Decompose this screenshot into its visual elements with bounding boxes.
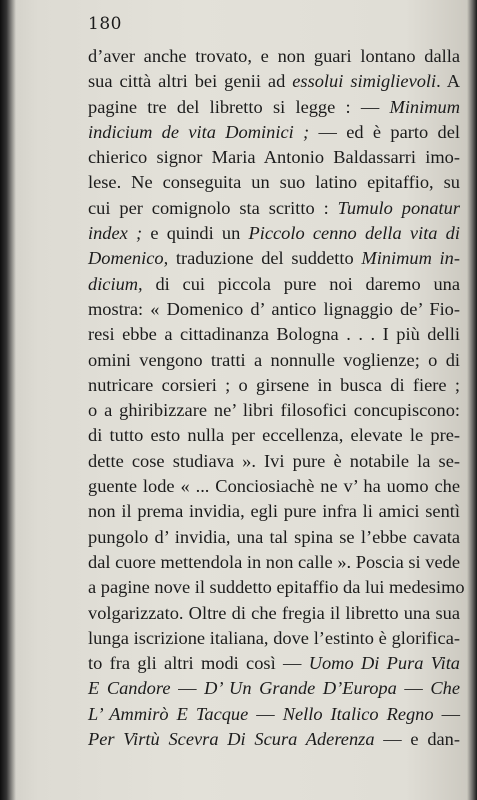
text-segment: . A xyxy=(436,71,461,92)
text-segment: d’aver anche trovato, e non guari lontano dalla xyxy=(88,46,460,66)
italic-text: Uomo Di Pura Vita xyxy=(308,653,461,674)
text-line xyxy=(88,44,460,69)
italic-text: Per Virtù Scevra Di Scura Aderenza xyxy=(88,729,375,750)
text-line xyxy=(88,348,460,373)
page-number: 180 xyxy=(88,14,122,34)
text-line xyxy=(88,221,460,246)
text-segment: dal cuore mettendola in non calle ». Poscia si vede xyxy=(88,551,460,572)
text-line xyxy=(88,69,460,94)
text-segment: cui per comignolo sta scritto : xyxy=(88,197,338,218)
text-segment: — xyxy=(396,678,431,699)
text-line xyxy=(88,702,460,727)
text-line xyxy=(88,651,460,676)
text-segment: di cui piccola pure noi daremo una xyxy=(142,273,460,294)
text-line xyxy=(88,95,460,120)
text-line xyxy=(88,474,460,499)
text-segment: — xyxy=(433,703,460,724)
text-segment: traduzione del suddetto xyxy=(168,248,362,269)
italic-text: L’ Ammirò E Tacque xyxy=(88,703,249,724)
italic-text: Nello Italico Regno xyxy=(282,703,434,724)
text-segment: sua città altri bei genii ad xyxy=(88,71,293,92)
text-segment: lese. Ne conseguita un suo latino epitaffio, su xyxy=(88,172,460,193)
text-segment: dette cose studiava ». Ivi pure è notabile la se- xyxy=(88,450,460,471)
text-segment: non il prema invidia, egli pure infra li amici sentì xyxy=(88,501,460,522)
text-segment: — ed è parto del xyxy=(309,121,460,142)
italic-text: index ; xyxy=(88,223,143,244)
text-segment: o a ghiribizzare ne’ libri filosofici concupiscono: xyxy=(88,400,460,421)
italic-text: dicium, xyxy=(88,273,143,294)
text-segment: volgarizzato. Oltre di che fregia il libretto una sua xyxy=(88,602,460,623)
text-line xyxy=(88,525,460,550)
text-line xyxy=(88,246,460,271)
italic-text: indicium de vita Dominici ; xyxy=(88,121,310,142)
text-line xyxy=(88,196,460,221)
italic-text: Tumulo ponatur xyxy=(337,197,460,218)
text-line xyxy=(88,499,460,524)
text-line xyxy=(88,449,460,474)
italic-text: Che xyxy=(430,678,460,699)
text-line xyxy=(88,145,460,170)
italic-text: Minimum in- xyxy=(361,248,460,269)
text-segment: nutricare corsieri ; o girsene in busca di fiere ; xyxy=(88,374,460,395)
text-line xyxy=(88,120,460,145)
italic-text: Piccolo cenno della vita di xyxy=(248,223,460,244)
text-segment: e quindi un xyxy=(142,223,249,244)
text-line xyxy=(88,676,460,701)
text-line xyxy=(88,373,460,398)
text-line xyxy=(88,170,460,195)
text-line xyxy=(88,550,460,575)
text-segment: lunga iscrizione italiana, dove l’estinto è glorifica- xyxy=(88,627,460,648)
italic-text: E Candore xyxy=(88,678,171,699)
text-segment: pagine tre del libretto si legge : — xyxy=(88,96,390,117)
text-segment: pungolo d’ invidia, una tal spina se l’ebbe cavata xyxy=(88,526,460,547)
text-line xyxy=(88,727,460,752)
text-line xyxy=(88,626,460,651)
text-line xyxy=(88,297,460,322)
text-line xyxy=(88,272,460,297)
italic-text: essolui simiglievoli xyxy=(292,71,437,92)
text-segment: chierico signor Maria Antonio Baldassarri imo- xyxy=(88,147,460,168)
body-text xyxy=(88,44,465,752)
text-segment: guente lode « ... Conciosiachè ne v’ ha uomo che xyxy=(88,476,460,497)
text-segment: — e dan- xyxy=(374,729,460,750)
italic-text: Minimum xyxy=(389,96,460,117)
text-line xyxy=(88,398,460,423)
text-line xyxy=(88,322,460,347)
text-segment: to fra gli altri modi così — xyxy=(88,653,309,674)
text-line xyxy=(88,423,460,448)
text-line xyxy=(88,575,465,600)
text-segment: di tutto esto nulla per eccellenza, elevate le pre- xyxy=(88,425,460,446)
text-segment: a pagine nove il suddetto epitaffio da lui medesimo xyxy=(88,577,465,598)
text-segment: mostra: « Domenico d’ antico lignaggio de’ Fio- xyxy=(88,298,460,319)
text-segment: — xyxy=(248,703,283,724)
text-line xyxy=(88,601,460,626)
italic-text: D’ Un Grande D’Europa xyxy=(204,678,397,699)
text-segment: — xyxy=(170,678,205,699)
text-segment: resi ebbe a cittadinanza Bologna . . . I più delli xyxy=(88,324,460,345)
italic-text: Domenico, xyxy=(88,248,169,269)
text-segment: omini vengono tratti a nonnulle voglienze; o di xyxy=(88,349,460,370)
